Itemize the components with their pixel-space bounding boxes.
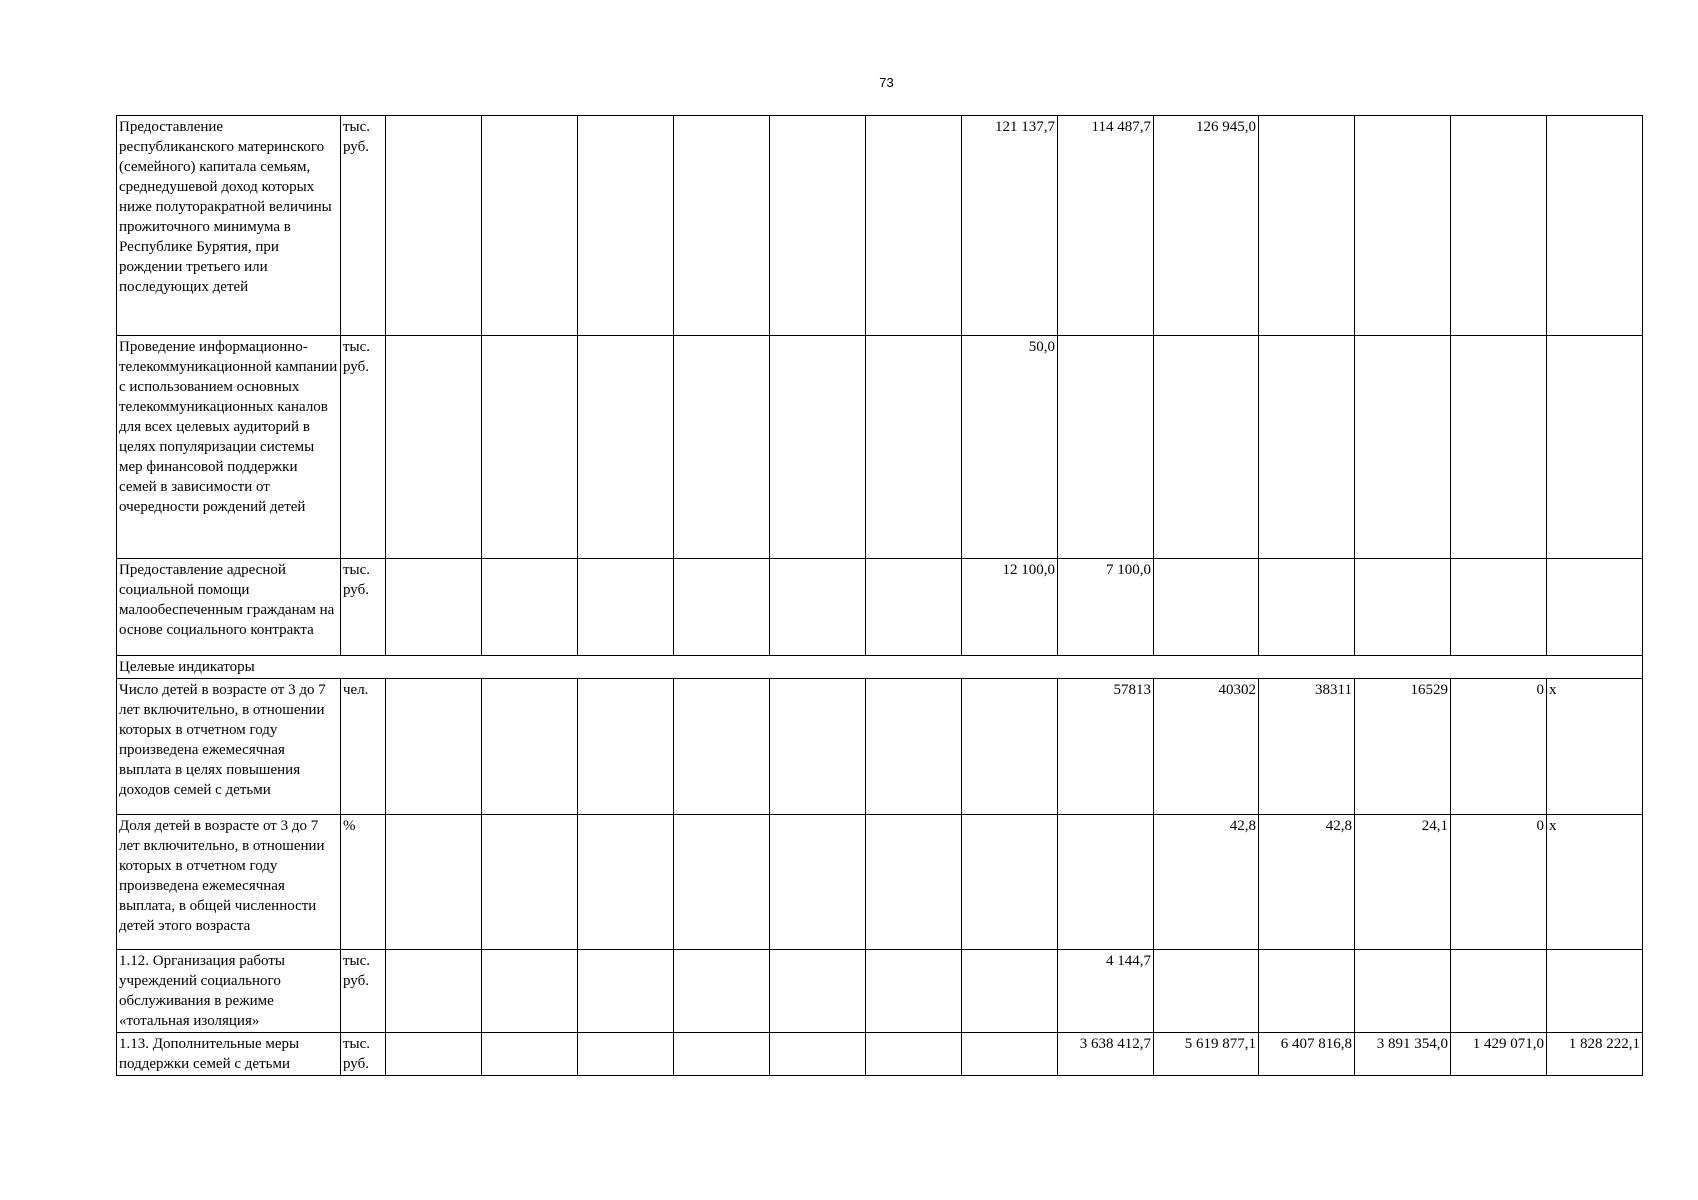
value-cell bbox=[1154, 559, 1259, 656]
value-cell: 57813 bbox=[1058, 679, 1154, 815]
value-cell: 1 429 071,0 bbox=[1451, 1033, 1547, 1076]
value-cell bbox=[1355, 116, 1451, 336]
row-name-cell: Предоставление адресной социальной помощи малообеспеченным гражданам на основе социального контракта bbox=[117, 559, 341, 656]
value-cell bbox=[386, 950, 482, 1033]
value-cell bbox=[1547, 336, 1643, 559]
value-cell bbox=[962, 950, 1058, 1033]
table-row bbox=[117, 559, 1643, 656]
value-cell bbox=[674, 950, 770, 1033]
row-unit-cell: чел. bbox=[341, 679, 386, 815]
value-cell bbox=[866, 116, 962, 336]
table-row bbox=[117, 1033, 1643, 1076]
value-cell: 42,8 bbox=[1259, 815, 1355, 950]
value-cell: х bbox=[1547, 815, 1643, 950]
value-cell: 42,8 bbox=[1154, 815, 1259, 950]
value-cell bbox=[482, 815, 578, 950]
value-cell bbox=[866, 1033, 962, 1076]
value-cell bbox=[1058, 815, 1154, 950]
value-cell bbox=[770, 559, 866, 656]
value-cell: 24,1 bbox=[1355, 815, 1451, 950]
value-cell bbox=[770, 1033, 866, 1076]
value-cell bbox=[578, 950, 674, 1033]
value-cell bbox=[1451, 116, 1547, 336]
value-cell: 50,0 bbox=[962, 336, 1058, 559]
value-cell bbox=[1451, 559, 1547, 656]
value-cell: 38311 bbox=[1259, 679, 1355, 815]
row-unit-cell: % bbox=[341, 815, 386, 950]
value-cell: 12 100,0 bbox=[962, 559, 1058, 656]
row-unit-cell: тыс. руб. bbox=[341, 950, 386, 1033]
value-cell bbox=[962, 815, 1058, 950]
value-cell bbox=[1259, 559, 1355, 656]
value-cell bbox=[386, 815, 482, 950]
table-body bbox=[117, 116, 1643, 1076]
value-cell: 126 945,0 bbox=[1154, 116, 1259, 336]
value-cell: 3 891 354,0 bbox=[1355, 1033, 1451, 1076]
value-cell bbox=[482, 679, 578, 815]
value-cell bbox=[866, 559, 962, 656]
value-cell bbox=[1259, 116, 1355, 336]
value-cell bbox=[674, 679, 770, 815]
value-cell bbox=[866, 679, 962, 815]
table-row bbox=[117, 679, 1643, 815]
value-cell bbox=[1355, 336, 1451, 559]
budget-table bbox=[116, 115, 1643, 1076]
value-cell bbox=[1355, 559, 1451, 656]
value-cell bbox=[674, 116, 770, 336]
value-cell bbox=[1451, 950, 1547, 1033]
value-cell bbox=[770, 679, 866, 815]
value-cell bbox=[1259, 950, 1355, 1033]
value-cell bbox=[386, 336, 482, 559]
value-cell bbox=[578, 679, 674, 815]
value-cell bbox=[770, 116, 866, 336]
value-cell: 40302 bbox=[1154, 679, 1259, 815]
value-cell: 121 137,7 bbox=[962, 116, 1058, 336]
value-cell bbox=[578, 559, 674, 656]
value-cell bbox=[674, 1033, 770, 1076]
value-cell: 6 407 816,8 bbox=[1259, 1033, 1355, 1076]
section-header: Целевые индикаторы bbox=[117, 656, 1643, 679]
value-cell: 16529 bbox=[1355, 679, 1451, 815]
table-row bbox=[117, 336, 1643, 559]
value-cell bbox=[1058, 336, 1154, 559]
value-cell bbox=[1355, 950, 1451, 1033]
value-cell bbox=[482, 1033, 578, 1076]
value-cell bbox=[386, 559, 482, 656]
value-cell: 3 638 412,7 bbox=[1058, 1033, 1154, 1076]
value-cell bbox=[770, 815, 866, 950]
row-unit-cell: тыс. руб. bbox=[341, 1033, 386, 1076]
value-cell bbox=[1154, 950, 1259, 1033]
value-cell bbox=[386, 116, 482, 336]
value-cell bbox=[386, 679, 482, 815]
value-cell bbox=[1547, 950, 1643, 1033]
value-cell bbox=[1547, 116, 1643, 336]
value-cell bbox=[674, 336, 770, 559]
value-cell: 7 100,0 bbox=[1058, 559, 1154, 656]
row-name-cell: Доля детей в возрасте от 3 до 7 лет включительно, в отношении которых в отчетном году произведена ежемесячная выплата, в общей численности детей этого возраста bbox=[117, 815, 341, 950]
value-cell: 5 619 877,1 bbox=[1154, 1033, 1259, 1076]
row-unit-cell: тыс. руб. bbox=[341, 559, 386, 656]
value-cell bbox=[1451, 336, 1547, 559]
value-cell bbox=[770, 950, 866, 1033]
value-cell bbox=[482, 950, 578, 1033]
value-cell bbox=[578, 1033, 674, 1076]
value-cell bbox=[482, 336, 578, 559]
value-cell bbox=[770, 336, 866, 559]
value-cell bbox=[578, 336, 674, 559]
row-name-cell: Число детей в возрасте от 3 до 7 лет включительно, в отношении которых в отчетном году произведена ежемесячная выплата в целях повышения доходов семей с детьми bbox=[117, 679, 341, 815]
value-cell bbox=[386, 1033, 482, 1076]
value-cell bbox=[578, 116, 674, 336]
row-name-cell: Проведение информационно-телекоммуникационной кампании с использованием основных телекоммуникационных каналов для всех целевых аудиторий в целях популяризации системы мер финансовой поддержки семей в зависимости от очередности рождений детей bbox=[117, 336, 341, 559]
value-cell bbox=[962, 679, 1058, 815]
row-name-cell: 1.13. Дополнительные меры поддержки семей с детьми bbox=[117, 1033, 341, 1076]
value-cell: х bbox=[1547, 679, 1643, 815]
row-name-cell: Предоставление республиканского материнского (семейного) капитала семьям, среднедушевой доход которых ниже полуторакратной величины прожиточного минимума в Республике Бурятия, при рождении третьего или последующих детей bbox=[117, 116, 341, 336]
value-cell: 114 487,7 bbox=[1058, 116, 1154, 336]
value-cell bbox=[674, 559, 770, 656]
value-cell bbox=[482, 559, 578, 656]
value-cell bbox=[1547, 559, 1643, 656]
row-unit-cell: тыс. руб. bbox=[341, 336, 386, 559]
page-number: 73 bbox=[879, 75, 894, 90]
value-cell bbox=[962, 1033, 1058, 1076]
section-row bbox=[117, 656, 1643, 679]
value-cell: 4 144,7 bbox=[1058, 950, 1154, 1033]
value-cell: 0 bbox=[1451, 679, 1547, 815]
value-cell: 0 bbox=[1451, 815, 1547, 950]
table-row bbox=[117, 815, 1643, 950]
table-row bbox=[117, 116, 1643, 336]
value-cell bbox=[578, 815, 674, 950]
value-cell bbox=[482, 116, 578, 336]
row-name-cell: 1.12. Организация работы учреждений социального обслуживания в режиме «тотальная изоляция» bbox=[117, 950, 341, 1033]
value-cell: 1 828 222,1 bbox=[1547, 1033, 1643, 1076]
value-cell bbox=[866, 815, 962, 950]
value-cell bbox=[866, 950, 962, 1033]
value-cell bbox=[1259, 336, 1355, 559]
row-unit-cell: тыс. руб. bbox=[341, 116, 386, 336]
value-cell bbox=[1154, 336, 1259, 559]
value-cell bbox=[674, 815, 770, 950]
table-row bbox=[117, 950, 1643, 1033]
value-cell bbox=[866, 336, 962, 559]
